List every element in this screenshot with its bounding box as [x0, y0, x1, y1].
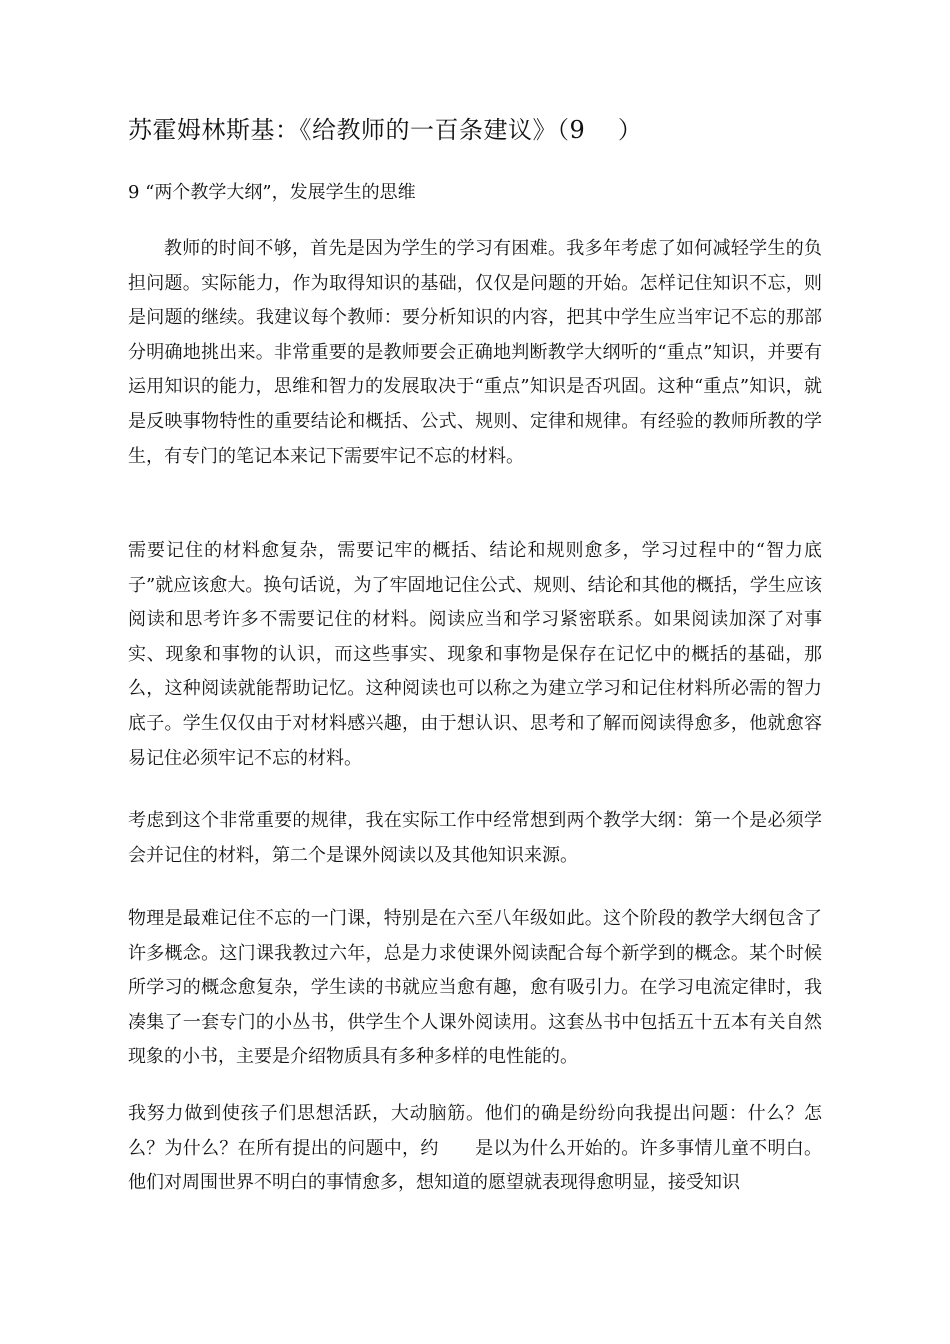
paragraph-1: 教师的时间不够，首先是因为学生的学习有困难。我多年考虑了如何减轻学生的负担问题。实际能力，作为取得知识的基础，仅仅是问题的开始。怎样记住知识不忘，则是问题的继续。我建议每个教师：要分析知识的内容，把其中学生应当牢记不忘的那部分明确地挑出来。非常重要的是教师要会正确地判断教学大纲听的“重点”知识，并要有运用知识的能力，思维和智力的发展取决于“重点”知识是否巩固。这种“重点”知识，就是反映事物特性的重要结论和概括、公式、规则、定律和规律。有经验的教师所教的学生，有专门的笔记本来记下需要牢记不忘的材料。	[128, 238, 822, 467]
document-title: 苏霍姆林斯基：《给教师的一百条建议》（9 ）	[128, 116, 643, 144]
paragraph-4: 物理是最难记住不忘的一门课，特别是在六至八年级如此。这个阶段的教学大纲包含了许多概念。这门课我教过六年，总是力求使课外阅读配合每个新学到的概念。某个时候所学习的概念愈复杂，学生读的书就应当愈有趣，愈有吸引力。在学习电流定律时，我凑集了一套专门的小丛书，供学生个人课外阅读用。这套丛书中包括五十五本有关自然现象的小书，主要是介绍物质具有多种多样的电性能的。	[128, 908, 822, 1068]
section-heading: 9 “两个教学大纲”，发展学生的思维	[128, 182, 416, 203]
paragraph-2: 需要记住的材料愈复杂，需要记牢的概括、结论和规则愈多，学习过程中的“智力底子”就应该愈大。换句话说，为了牢固地记住公式、规则、结论和其他的概括，学生应该阅读和思考许多不需要记住的材料。阅读应当和学习紧密联系。如果阅读加深了对事实、现象和事物的认识，而这些事实、现象和事物是保存在记忆中的概括的基础，那么，这种阅读就能帮助记忆。这种阅读也可以称之为建立学习和记住材料所必需的智力底子。学生仅仅由于对材料感兴趣，由于想认识、思考和了解而阅读得愈多，他就愈容易记住必须牢记不忘的材料。	[128, 540, 822, 769]
paragraph-3: 考虑到这个非常重要的规律，我在实际工作中经常想到两个教学大纲：第一个是必须学会并记住的材料，第二个是课外阅读以及其他知识来源。	[128, 810, 822, 866]
paragraph-5: 我努力做到使孩子们思想活跃，大动脑筋。他们的确是纷纷向我提出问题：什么？怎么？为什么？在所有提出的问题中，约 是以为什么开始的。许多事情儿童不明白。他们对周围世界不明白的事情愈多，想知道的愿望就表现得愈明显，接受知识	[128, 1103, 822, 1194]
